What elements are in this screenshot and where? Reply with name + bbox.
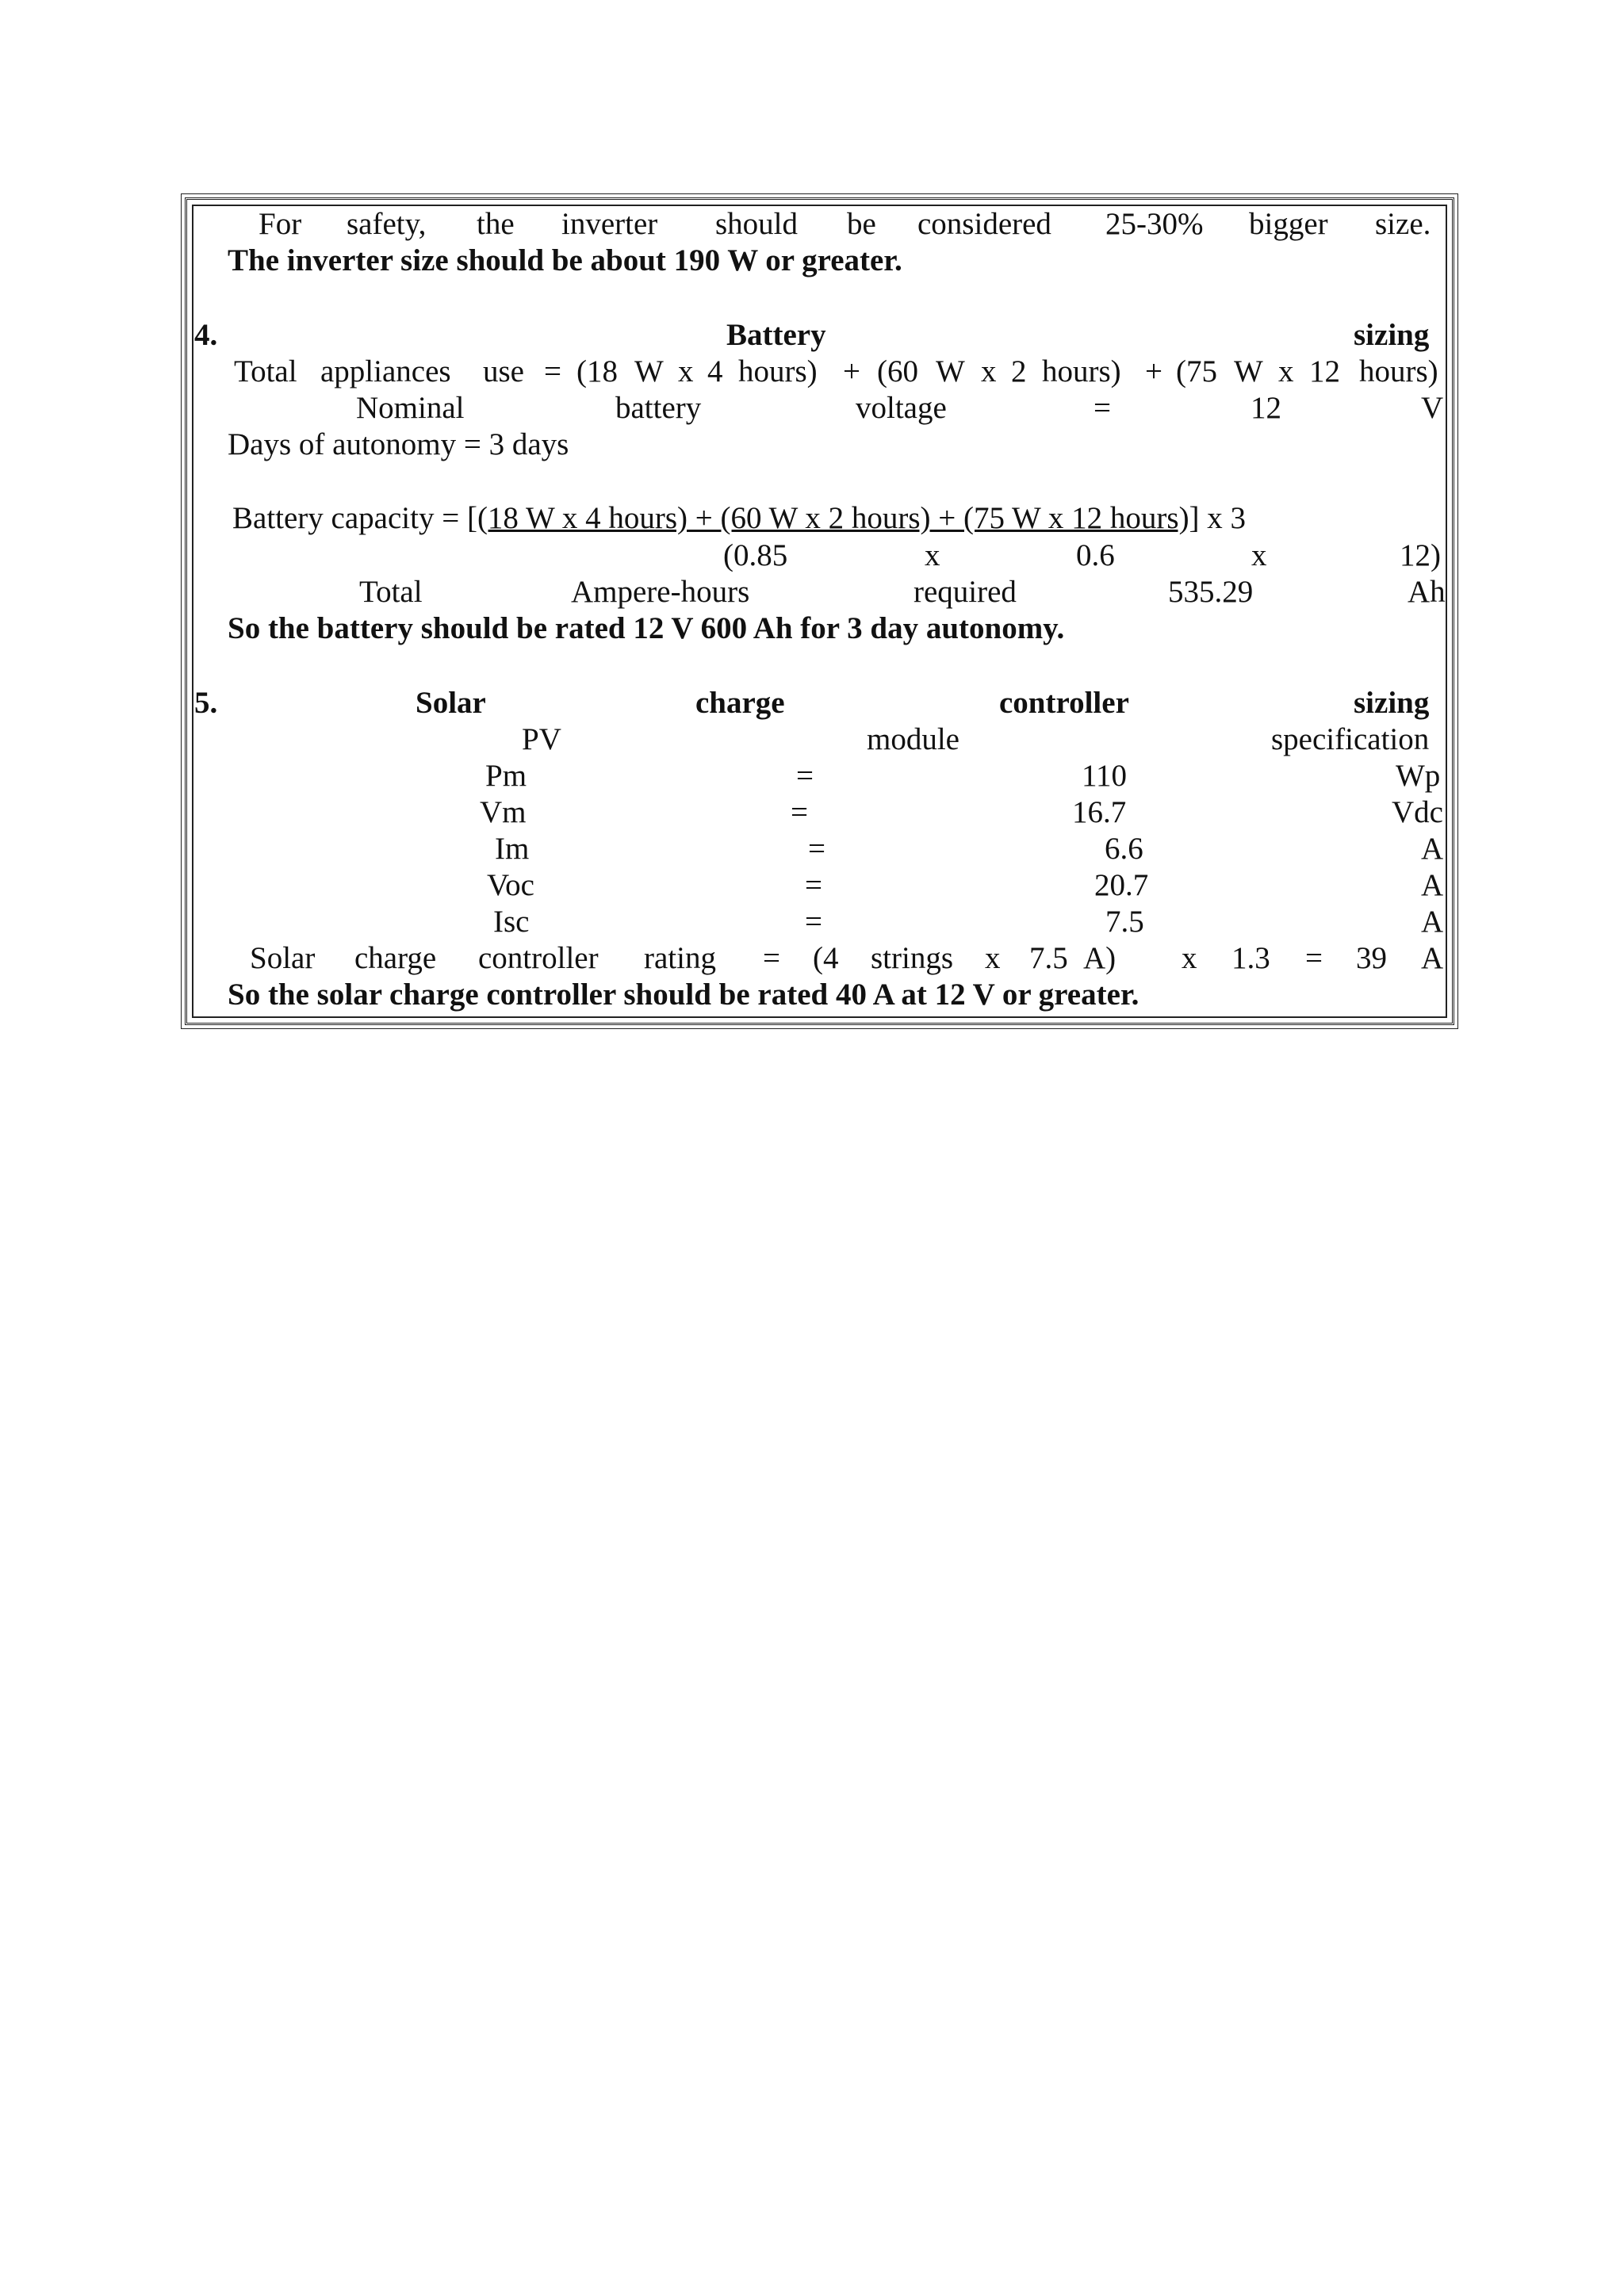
spec-value: 20.7 <box>1094 868 1149 902</box>
word: = <box>1305 941 1323 975</box>
word: use <box>483 354 524 388</box>
spec-equals: = <box>796 759 814 793</box>
word: W <box>1234 354 1263 388</box>
word: = <box>1094 391 1111 425</box>
word: = <box>544 354 561 388</box>
word: 39 <box>1356 941 1387 975</box>
word: the <box>477 207 515 241</box>
word: + <box>843 354 860 388</box>
word: (75 <box>1176 354 1217 388</box>
word: hours) <box>1042 354 1121 388</box>
word: Battery <box>726 318 826 352</box>
word: 535.29 <box>1168 575 1254 609</box>
word: V <box>1421 391 1444 425</box>
word: (60 <box>877 354 918 388</box>
word: PV <box>522 722 561 756</box>
word: safety, <box>347 207 427 241</box>
spec-value: 7.5 <box>1105 905 1144 939</box>
word: Ampere-hours <box>571 575 750 609</box>
word: (4 <box>813 941 839 975</box>
word: 2 <box>1011 354 1027 388</box>
word: Ah <box>1408 575 1446 609</box>
spec-name: Isc <box>493 905 530 939</box>
battery-conclusion: So the battery should be rated 12 V 600 Ah for 3 day autonomy. <box>228 611 1065 645</box>
word: 12 <box>1251 391 1281 425</box>
word: rating <box>644 941 716 975</box>
word: specification <box>1271 722 1430 756</box>
spec-unit: A <box>1421 905 1444 939</box>
word: Total <box>234 354 297 388</box>
word: Solar <box>416 686 486 720</box>
word: sizing <box>1354 686 1430 720</box>
word: W <box>936 354 965 388</box>
inverter-conclusion: The inverter size should be about 190 W or greater. <box>228 243 902 277</box>
capacity-label: Battery capacity = <box>232 501 467 535</box>
word: 12) <box>1400 538 1441 572</box>
word: size. <box>1375 207 1431 241</box>
spec-name: Vm <box>480 795 527 829</box>
word: A <box>1421 941 1444 975</box>
capacity-suffix: x 3 <box>1199 501 1247 535</box>
word: module <box>867 722 959 756</box>
word: (0.85 <box>723 538 788 572</box>
word: hours) <box>1359 354 1438 388</box>
spec-name: Pm <box>485 759 527 793</box>
spec-name: Im <box>495 832 530 866</box>
word: hours) <box>738 354 818 388</box>
word: charge <box>695 686 785 720</box>
word: charge <box>354 941 437 975</box>
word: should <box>715 207 799 241</box>
spec-unit: A <box>1421 868 1444 902</box>
word: strings <box>871 941 954 975</box>
spec-value: 6.6 <box>1105 832 1143 866</box>
word: x <box>1182 941 1197 975</box>
word: Solar <box>250 941 316 975</box>
word: For <box>259 207 302 241</box>
word: x <box>985 941 1001 975</box>
word: = <box>763 941 780 975</box>
word: voltage <box>856 391 947 425</box>
word: Nominal <box>356 391 465 425</box>
section-number: 5. <box>194 686 218 720</box>
word: considered <box>917 207 1051 241</box>
spec-unit: A <box>1421 832 1444 866</box>
word: x <box>678 354 694 388</box>
spec-value: 16.7 <box>1072 795 1127 829</box>
spec-equals: = <box>808 832 825 866</box>
word: be <box>847 207 876 241</box>
word: bigger <box>1249 207 1328 241</box>
spec-value: 110 <box>1082 759 1128 793</box>
spec-equals: = <box>805 868 822 902</box>
word: x <box>1278 354 1294 388</box>
word: 1.3 <box>1231 941 1270 975</box>
word: controller <box>478 941 599 975</box>
spec-name: Voc <box>487 868 534 902</box>
spec-equals: = <box>791 795 808 829</box>
capacity-numerator: [(18 W x 4 hours) + (60 W x 2 hours) + (75 W x 12 hours)] <box>466 501 1200 535</box>
word: + <box>1145 354 1162 388</box>
word: x <box>1251 538 1267 572</box>
word: 25-30% <box>1105 207 1204 241</box>
battery-capacity-line <box>232 500 1246 537</box>
word: (18 <box>576 354 618 388</box>
battery-autonomy: Days of autonomy = 3 days <box>228 427 569 461</box>
spec-unit: Wp <box>1396 759 1441 793</box>
word: W <box>634 354 664 388</box>
word: battery <box>615 391 702 425</box>
word: controller <box>999 686 1129 720</box>
word: required <box>914 575 1017 609</box>
word: 4 <box>707 354 723 388</box>
word: appliances <box>320 354 451 388</box>
word: 0.6 <box>1076 538 1115 572</box>
word: A) <box>1083 941 1116 975</box>
word: x <box>981 354 997 388</box>
word: Total <box>359 575 423 609</box>
word: 12 <box>1309 354 1340 388</box>
controller-conclusion: So the solar charge controller should be rated 40 A at 12 V or greater. <box>228 978 1139 1012</box>
word: sizing <box>1354 318 1430 352</box>
spec-unit: Vdc <box>1392 795 1443 829</box>
word: 7.5 <box>1029 941 1068 975</box>
spec-equals: = <box>805 905 822 939</box>
word: inverter <box>561 207 658 241</box>
section-number: 4. <box>194 318 218 352</box>
word: x <box>925 538 940 572</box>
